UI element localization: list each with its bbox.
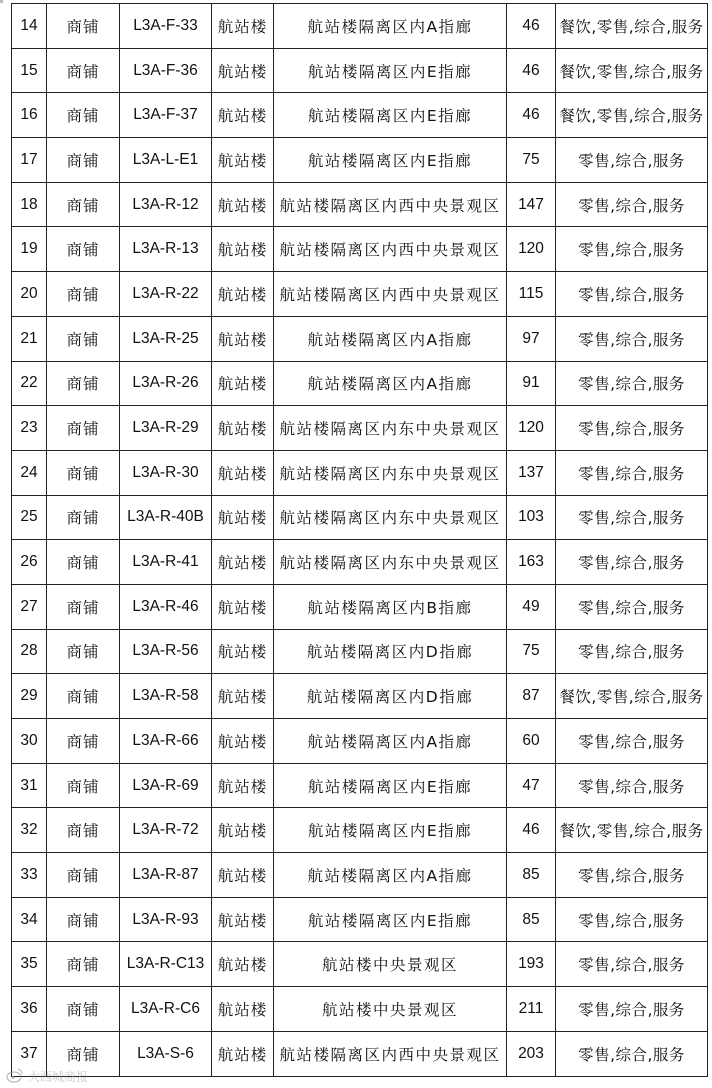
building-cell: 航站楼 (212, 987, 274, 1032)
location-cell: 航站楼隔离区内A指廊 (274, 4, 507, 49)
building-cell: 航站楼 (212, 897, 274, 942)
area-cell: 87 (507, 674, 556, 719)
row-number-cell: 16 (12, 93, 47, 138)
table-row (12, 763, 708, 808)
row-number-cell: 30 (12, 719, 47, 764)
type-cell: 商铺 (47, 763, 120, 808)
table-row (12, 450, 708, 495)
building-cell: 航站楼 (212, 719, 274, 764)
area-cell: 115 (507, 272, 556, 317)
shop-code-cell: L3A-R-30 (120, 450, 212, 495)
table-row (12, 48, 708, 93)
table-row (12, 540, 708, 585)
area-cell: 163 (507, 540, 556, 585)
row-number-cell: 22 (12, 361, 47, 406)
location-cell: 航站楼隔离区内A指廊 (274, 719, 507, 764)
building-cell: 航站楼 (212, 629, 274, 674)
row-number-cell: 33 (12, 853, 47, 898)
type-cell: 商铺 (47, 406, 120, 451)
row-number-cell: 15 (12, 48, 47, 93)
area-cell: 49 (507, 584, 556, 629)
shop-code-cell: L3A-R-58 (120, 674, 212, 719)
shop-code-cell: L3A-R-93 (120, 897, 212, 942)
building-cell: 航站楼 (212, 763, 274, 808)
table-row (12, 4, 708, 49)
building-cell: 航站楼 (212, 674, 274, 719)
area-cell: 47 (507, 763, 556, 808)
location-cell: 航站楼隔离区内E指廊 (274, 138, 507, 183)
business-scope-cell: 零售,综合,服务 (556, 942, 708, 987)
shop-code-cell: L3A-R-26 (120, 361, 212, 406)
location-cell: 航站楼中央景观区 (274, 987, 507, 1032)
row-number-cell: 23 (12, 406, 47, 451)
table-row (12, 897, 708, 942)
shop-code-cell: L3A-R-40B (120, 495, 212, 540)
business-scope-cell: 零售,综合,服务 (556, 182, 708, 227)
business-scope-cell: 零售,综合,服务 (556, 138, 708, 183)
table-row (12, 93, 708, 138)
area-cell: 91 (507, 361, 556, 406)
shop-code-cell: L3A-F-36 (120, 48, 212, 93)
shop-code-cell: L3A-R-69 (120, 763, 212, 808)
location-cell: 航站楼隔离区内西中央景观区 (274, 227, 507, 272)
type-cell: 商铺 (47, 808, 120, 853)
type-cell: 商铺 (47, 853, 120, 898)
business-scope-cell: 零售,综合,服务 (556, 495, 708, 540)
building-cell: 航站楼 (212, 227, 274, 272)
area-cell: 211 (507, 987, 556, 1032)
table-row (12, 316, 708, 361)
business-scope-cell: 餐饮,零售,综合,服务 (556, 93, 708, 138)
building-cell: 航站楼 (212, 272, 274, 317)
row-number-cell: 20 (12, 272, 47, 317)
location-cell: 航站楼中央景观区 (274, 942, 507, 987)
table-row (12, 629, 708, 674)
business-scope-cell: 餐饮,零售,综合,服务 (556, 48, 708, 93)
shop-code-cell: L3A-R-29 (120, 406, 212, 451)
business-scope-cell: 零售,综合,服务 (556, 1031, 708, 1076)
location-cell: 航站楼隔离区内E指廊 (274, 897, 507, 942)
table-row (12, 406, 708, 451)
row-number-cell: 28 (12, 629, 47, 674)
building-cell: 航站楼 (212, 316, 274, 361)
row-number-cell: 25 (12, 495, 47, 540)
row-number-cell: 35 (12, 942, 47, 987)
business-scope-cell: 餐饮,零售,综合,服务 (556, 4, 708, 49)
table-row (12, 138, 708, 183)
shop-code-cell: L3A-F-33 (120, 4, 212, 49)
type-cell: 商铺 (47, 897, 120, 942)
shop-code-cell: L3A-R-25 (120, 316, 212, 361)
building-cell: 航站楼 (212, 48, 274, 93)
area-cell: 75 (507, 629, 556, 674)
type-cell: 商铺 (47, 942, 120, 987)
location-cell: 航站楼隔离区内D指廊 (274, 674, 507, 719)
location-cell: 航站楼隔离区内A指廊 (274, 853, 507, 898)
type-cell: 商铺 (47, 316, 120, 361)
business-scope-cell: 零售,综合,服务 (556, 719, 708, 764)
row-number-cell: 37 (12, 1031, 47, 1076)
area-cell: 60 (507, 719, 556, 764)
type-cell: 商铺 (47, 629, 120, 674)
row-number-cell: 19 (12, 227, 47, 272)
area-cell: 120 (507, 406, 556, 451)
business-scope-cell: 零售,综合,服务 (556, 897, 708, 942)
area-cell: 193 (507, 942, 556, 987)
area-cell: 103 (507, 495, 556, 540)
shop-code-cell: L3A-R-C6 (120, 987, 212, 1032)
type-cell: 商铺 (47, 138, 120, 183)
corner-mark (0, 0, 3, 3)
location-cell: 航站楼隔离区内西中央景观区 (274, 182, 507, 227)
row-number-cell: 32 (12, 808, 47, 853)
location-cell: 航站楼隔离区内东中央景观区 (274, 406, 507, 451)
building-cell: 航站楼 (212, 495, 274, 540)
type-cell: 商铺 (47, 495, 120, 540)
location-cell: 航站楼隔离区内A指廊 (274, 361, 507, 406)
row-number-cell: 24 (12, 450, 47, 495)
location-cell: 航站楼隔离区内E指廊 (274, 48, 507, 93)
shop-code-cell: L3A-R-56 (120, 629, 212, 674)
building-cell: 航站楼 (212, 361, 274, 406)
table-row (12, 808, 708, 853)
area-cell: 85 (507, 897, 556, 942)
area-cell: 46 (507, 808, 556, 853)
row-number-cell: 31 (12, 763, 47, 808)
type-cell: 商铺 (47, 272, 120, 317)
building-cell: 航站楼 (212, 540, 274, 585)
row-number-cell: 21 (12, 316, 47, 361)
row-number-cell: 14 (12, 4, 47, 49)
area-cell: 120 (507, 227, 556, 272)
watermark-text: 大西城商报 (28, 1069, 89, 1084)
area-cell: 46 (507, 48, 556, 93)
type-cell: 商铺 (47, 361, 120, 406)
building-cell: 航站楼 (212, 853, 274, 898)
business-scope-cell: 餐饮,零售,综合,服务 (556, 674, 708, 719)
shop-code-cell: L3A-S-6 (120, 1031, 212, 1076)
shop-code-cell: L3A-R-46 (120, 584, 212, 629)
location-cell: 航站楼隔离区内B指廊 (274, 584, 507, 629)
business-scope-cell: 零售,综合,服务 (556, 406, 708, 451)
location-cell: 航站楼隔离区内E指廊 (274, 808, 507, 853)
type-cell: 商铺 (47, 584, 120, 629)
table-body (12, 4, 708, 1077)
location-cell: 航站楼隔离区内D指廊 (274, 629, 507, 674)
area-cell: 46 (507, 4, 556, 49)
area-cell: 147 (507, 182, 556, 227)
row-number-cell: 29 (12, 674, 47, 719)
table-row (12, 1031, 708, 1076)
table-row (12, 361, 708, 406)
table-row (12, 272, 708, 317)
shop-code-cell: L3A-R-22 (120, 272, 212, 317)
row-number-cell: 26 (12, 540, 47, 585)
table-row (12, 182, 708, 227)
building-cell: 航站楼 (212, 182, 274, 227)
shop-code-cell: L3A-R-12 (120, 182, 212, 227)
type-cell: 商铺 (47, 674, 120, 719)
area-cell: 203 (507, 1031, 556, 1076)
building-cell: 航站楼 (212, 138, 274, 183)
shop-code-cell: L3A-R-66 (120, 719, 212, 764)
area-cell: 46 (507, 93, 556, 138)
table-row (12, 719, 708, 764)
location-cell: 航站楼隔离区内东中央景观区 (274, 540, 507, 585)
business-scope-cell: 餐饮,零售,综合,服务 (556, 808, 708, 853)
shop-code-cell: L3A-R-13 (120, 227, 212, 272)
shop-code-cell: L3A-F-37 (120, 93, 212, 138)
business-scope-cell: 零售,综合,服务 (556, 540, 708, 585)
table-row (12, 584, 708, 629)
area-cell: 137 (507, 450, 556, 495)
area-cell: 85 (507, 853, 556, 898)
location-cell: 航站楼隔离区内东中央景观区 (274, 495, 507, 540)
area-cell: 75 (507, 138, 556, 183)
type-cell: 商铺 (47, 227, 120, 272)
type-cell: 商铺 (47, 450, 120, 495)
type-cell: 商铺 (47, 1031, 120, 1076)
business-scope-cell: 零售,综合,服务 (556, 272, 708, 317)
table-row (12, 227, 708, 272)
table-row (12, 853, 708, 898)
business-scope-cell: 零售,综合,服务 (556, 227, 708, 272)
building-cell: 航站楼 (212, 406, 274, 451)
business-scope-cell: 零售,综合,服务 (556, 450, 708, 495)
type-cell: 商铺 (47, 987, 120, 1032)
type-cell: 商铺 (47, 719, 120, 764)
area-cell: 97 (507, 316, 556, 361)
building-cell: 航站楼 (212, 584, 274, 629)
type-cell: 商铺 (47, 48, 120, 93)
row-number-cell: 17 (12, 138, 47, 183)
row-number-cell: 18 (12, 182, 47, 227)
building-cell: 航站楼 (212, 93, 274, 138)
type-cell: 商铺 (47, 182, 120, 227)
building-cell: 航站楼 (212, 1031, 274, 1076)
business-scope-cell: 零售,综合,服务 (556, 763, 708, 808)
shop-code-cell: L3A-R-41 (120, 540, 212, 585)
row-number-cell: 34 (12, 897, 47, 942)
location-cell: 航站楼隔离区内西中央景观区 (274, 1031, 507, 1076)
row-number-cell: 36 (12, 987, 47, 1032)
shop-code-cell: L3A-R-87 (120, 853, 212, 898)
shop-listing-table (11, 3, 708, 1077)
building-cell: 航站楼 (212, 4, 274, 49)
table-row (12, 942, 708, 987)
type-cell: 商铺 (47, 540, 120, 585)
table-row (12, 495, 708, 540)
shop-code-cell: L3A-R-C13 (120, 942, 212, 987)
type-cell: 商铺 (47, 93, 120, 138)
business-scope-cell: 零售,综合,服务 (556, 987, 708, 1032)
business-scope-cell: 零售,综合,服务 (556, 584, 708, 629)
shop-code-cell: L3A-R-72 (120, 808, 212, 853)
business-scope-cell: 零售,综合,服务 (556, 361, 708, 406)
shop-code-cell: L3A-L-E1 (120, 138, 212, 183)
building-cell: 航站楼 (212, 942, 274, 987)
location-cell: 航站楼隔离区内E指廊 (274, 93, 507, 138)
table-row (12, 987, 708, 1032)
table-row (12, 674, 708, 719)
location-cell: 航站楼隔离区内东中央景观区 (274, 450, 507, 495)
building-cell: 航站楼 (212, 808, 274, 853)
row-number-cell: 27 (12, 584, 47, 629)
location-cell: 航站楼隔离区内A指廊 (274, 316, 507, 361)
business-scope-cell: 零售,综合,服务 (556, 853, 708, 898)
type-cell: 商铺 (47, 4, 120, 49)
location-cell: 航站楼隔离区内E指廊 (274, 763, 507, 808)
location-cell: 航站楼隔离区内西中央景观区 (274, 272, 507, 317)
building-cell: 航站楼 (212, 450, 274, 495)
business-scope-cell: 零售,综合,服务 (556, 629, 708, 674)
business-scope-cell: 零售,综合,服务 (556, 316, 708, 361)
